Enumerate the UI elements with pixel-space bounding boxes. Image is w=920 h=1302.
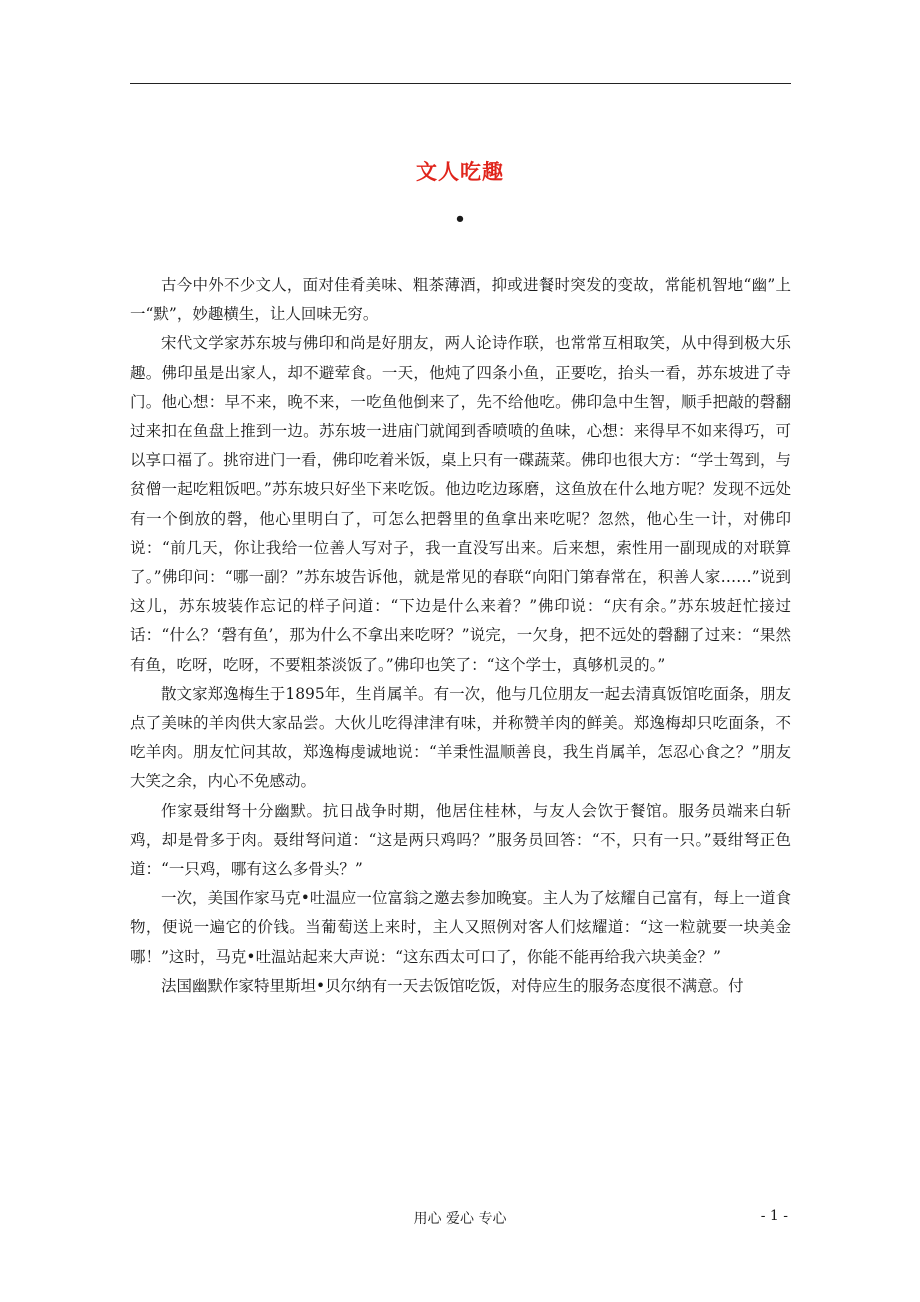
bullet-mark: •	[454, 209, 466, 230]
paragraph-6: 法国幽默作家特里斯坦•贝尔纳有一天去饭馆吃饭，对侍应生的服务态度很不满意。付	[161, 976, 744, 995]
article-title: 文人吃趣	[416, 159, 504, 184]
paragraph-5: 一次，美国作家马克•吐温应一位富翁之邀去参加晚宴。主人为了炫耀自己富有，每上一道食物，便说一遍它的价钱。当葡萄送上来时，主人又照例对客人们炫耀道：“这一粒就要一块美金哪！”这时，马克•吐温站起来大声说：“这东西太可口了，你能不能再给我六块美金？”	[130, 889, 791, 966]
header-rule	[130, 83, 791, 84]
paragraph-4: 作家聂绀弩十分幽默。抗日战争时期，他居住桂林，与友人会饮于餐馆。服务员端来白斩鸡，却是骨多于肉。聂绀弩问道：“这是两只鸡吗？”服务员回答：“不，只有一只。”聂绀弩正色道：“一只鸡，哪有这么多骨头？”	[130, 801, 791, 879]
page-number: - 1 -	[760, 1208, 788, 1224]
paragraph-3: 散文家郑逸梅生于1895年，生肖属羊。有一次，他与几位朋友一起去清真饭馆吃面条，朋友点了美味的羊肉供大家品尝。大伙儿吃得津津有味，并称赞羊肉的鲜美。郑逸梅却只吃面条，不吃羊肉。朋友忙问其故，郑逸梅虔诚地说：“羊秉性温顺善良，我生肖属羊，怎忍心食之？”朋友大笑之余，内心不免感动。	[130, 684, 791, 791]
footer-motto: 用心 爱心 专心	[413, 1211, 507, 1227]
article-body	[130, 271, 791, 1001]
paragraph-1: 古今中外不少文人，面对佳肴美味、粗茶薄酒，抑或进餐时突发的变故，常能机智地“幽”上一“默”，妙趣横生，让人回味无穷。	[130, 276, 791, 324]
paragraph-2: 宋代文学家苏东坡与佛印和尚是好朋友，两人论诗作联，也常常互相取笑，从中得到极大乐趣。佛印虽是出家人，却不避荤食。一天，他炖了四条小鱼，正要吃，抬头一看，苏东坡进了寺门。他心想：早不来，晚不来，一吃鱼他倒来了，先不给他吃。佛印急中生智，顺手把敲的磬翻过来扣在鱼盘上推到一边。苏东坡一进庙门就闻到香喷喷的鱼味，心想：来得早不如来得巧，可以享口福了。挑帘进门一看，佛印吃着米饭，桌上只有一碟蔬菜。佛印也很大方：“学士驾到，与贫僧一起吃粗饭吧。”苏东坡只好坐下来吃饭。他边吃边琢磨，这鱼放在什么地方呢？发现不远处有一个倒放的磬，他心里明白了，可怎么把磬里的鱼拿出来吃呢？忽然，他心生一计，对佛印说：“前几天，你让我给一位善人写对子，我一直没写出来。后来想，索性用一副现成的对联算了。”佛印问：“哪一副？”苏东坡告诉他，就是常见的春联“向阳门第春常在，积善人家……”说到这儿，苏东坡装作忘记的样子问道：“下边是什么来着？”佛印说：“庆有余。”苏东坡赶忙接过话：“什么？‘磬有鱼’，那为什么不拿出来吃呀？”说完，一欠身，把不远处的磬翻了过来：“果然有鱼，吃呀，吃呀，不要粗茶淡饭了。”佛印也笑了：“这个学士，真够机灵的。”	[130, 334, 791, 674]
